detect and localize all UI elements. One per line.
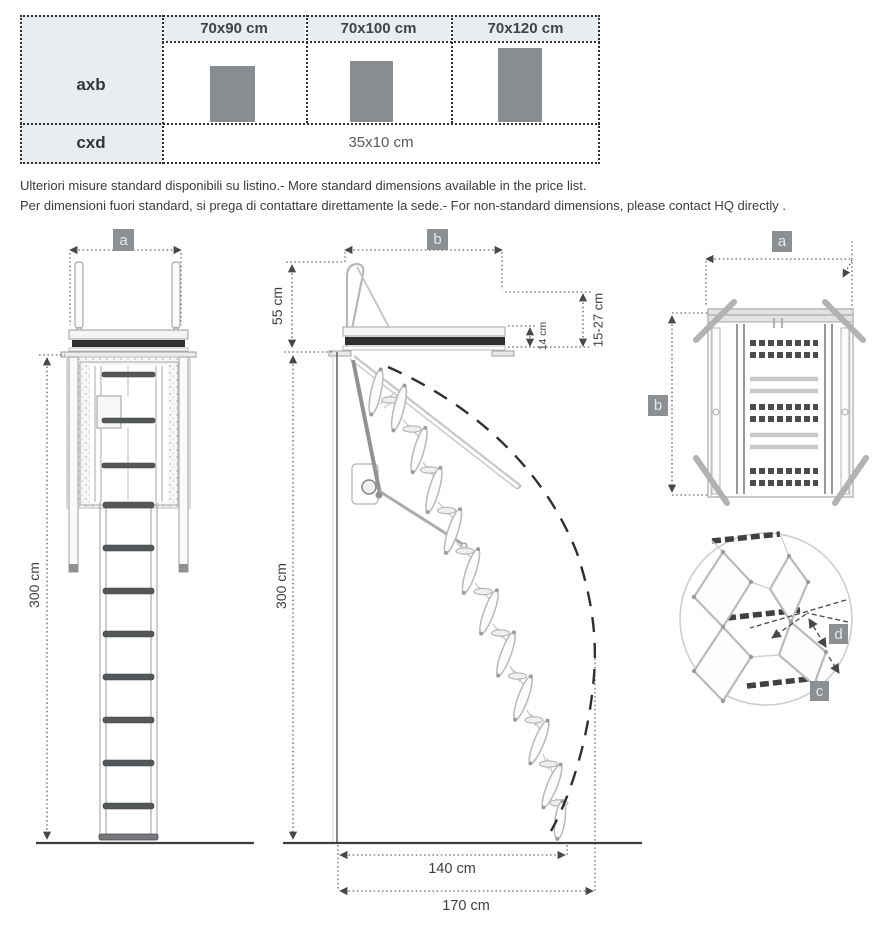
side-view-height-dim: 300 cm: [273, 563, 289, 609]
front-view-height-dim: 300 cm: [26, 562, 42, 608]
top-view-depth-label: b: [648, 395, 668, 416]
front-view-drawing: [36, 250, 254, 843]
detail-tread-label-d: d: [829, 624, 848, 644]
column-header-70x90: 70x90 cm: [200, 20, 268, 37]
top-view-width-label: a: [772, 231, 792, 252]
side-view-handrail-dim: 55 cm: [269, 286, 285, 326]
side-view-width-label: b: [427, 229, 448, 250]
side-view-drawing: [283, 250, 642, 891]
column-header-70x100: 70x100 cm: [340, 20, 417, 37]
column-header-70x120: 70x120 cm: [487, 20, 564, 37]
front-view-width-label: a: [113, 229, 134, 251]
side-view-reach-dim: 140 cm: [428, 861, 476, 877]
note-line-1: Ulteriori misure standard disponibili su listino.- More standard dimensions available in the price list.: [20, 178, 587, 193]
row-label-cxd: cxd: [76, 133, 106, 152]
note-line-2: Per dimensioni fuori standard, si prega di contattare direttamente la sede.- For non-standard dimensions, please contact HQ directly .: [20, 198, 786, 213]
side-view-total-dim: 170 cm: [442, 898, 490, 914]
row-label-axb: axb: [76, 75, 106, 94]
detail-tread-label-c: c: [810, 681, 829, 701]
top-view-drawing: [672, 241, 866, 503]
side-view-ceiling-dim: 15-27 cm: [590, 292, 606, 348]
cxd-value: 35x10 cm: [348, 134, 414, 151]
side-view-hatch-dim: 14 cm: [537, 321, 549, 351]
detail-view-drawing: [680, 533, 852, 705]
